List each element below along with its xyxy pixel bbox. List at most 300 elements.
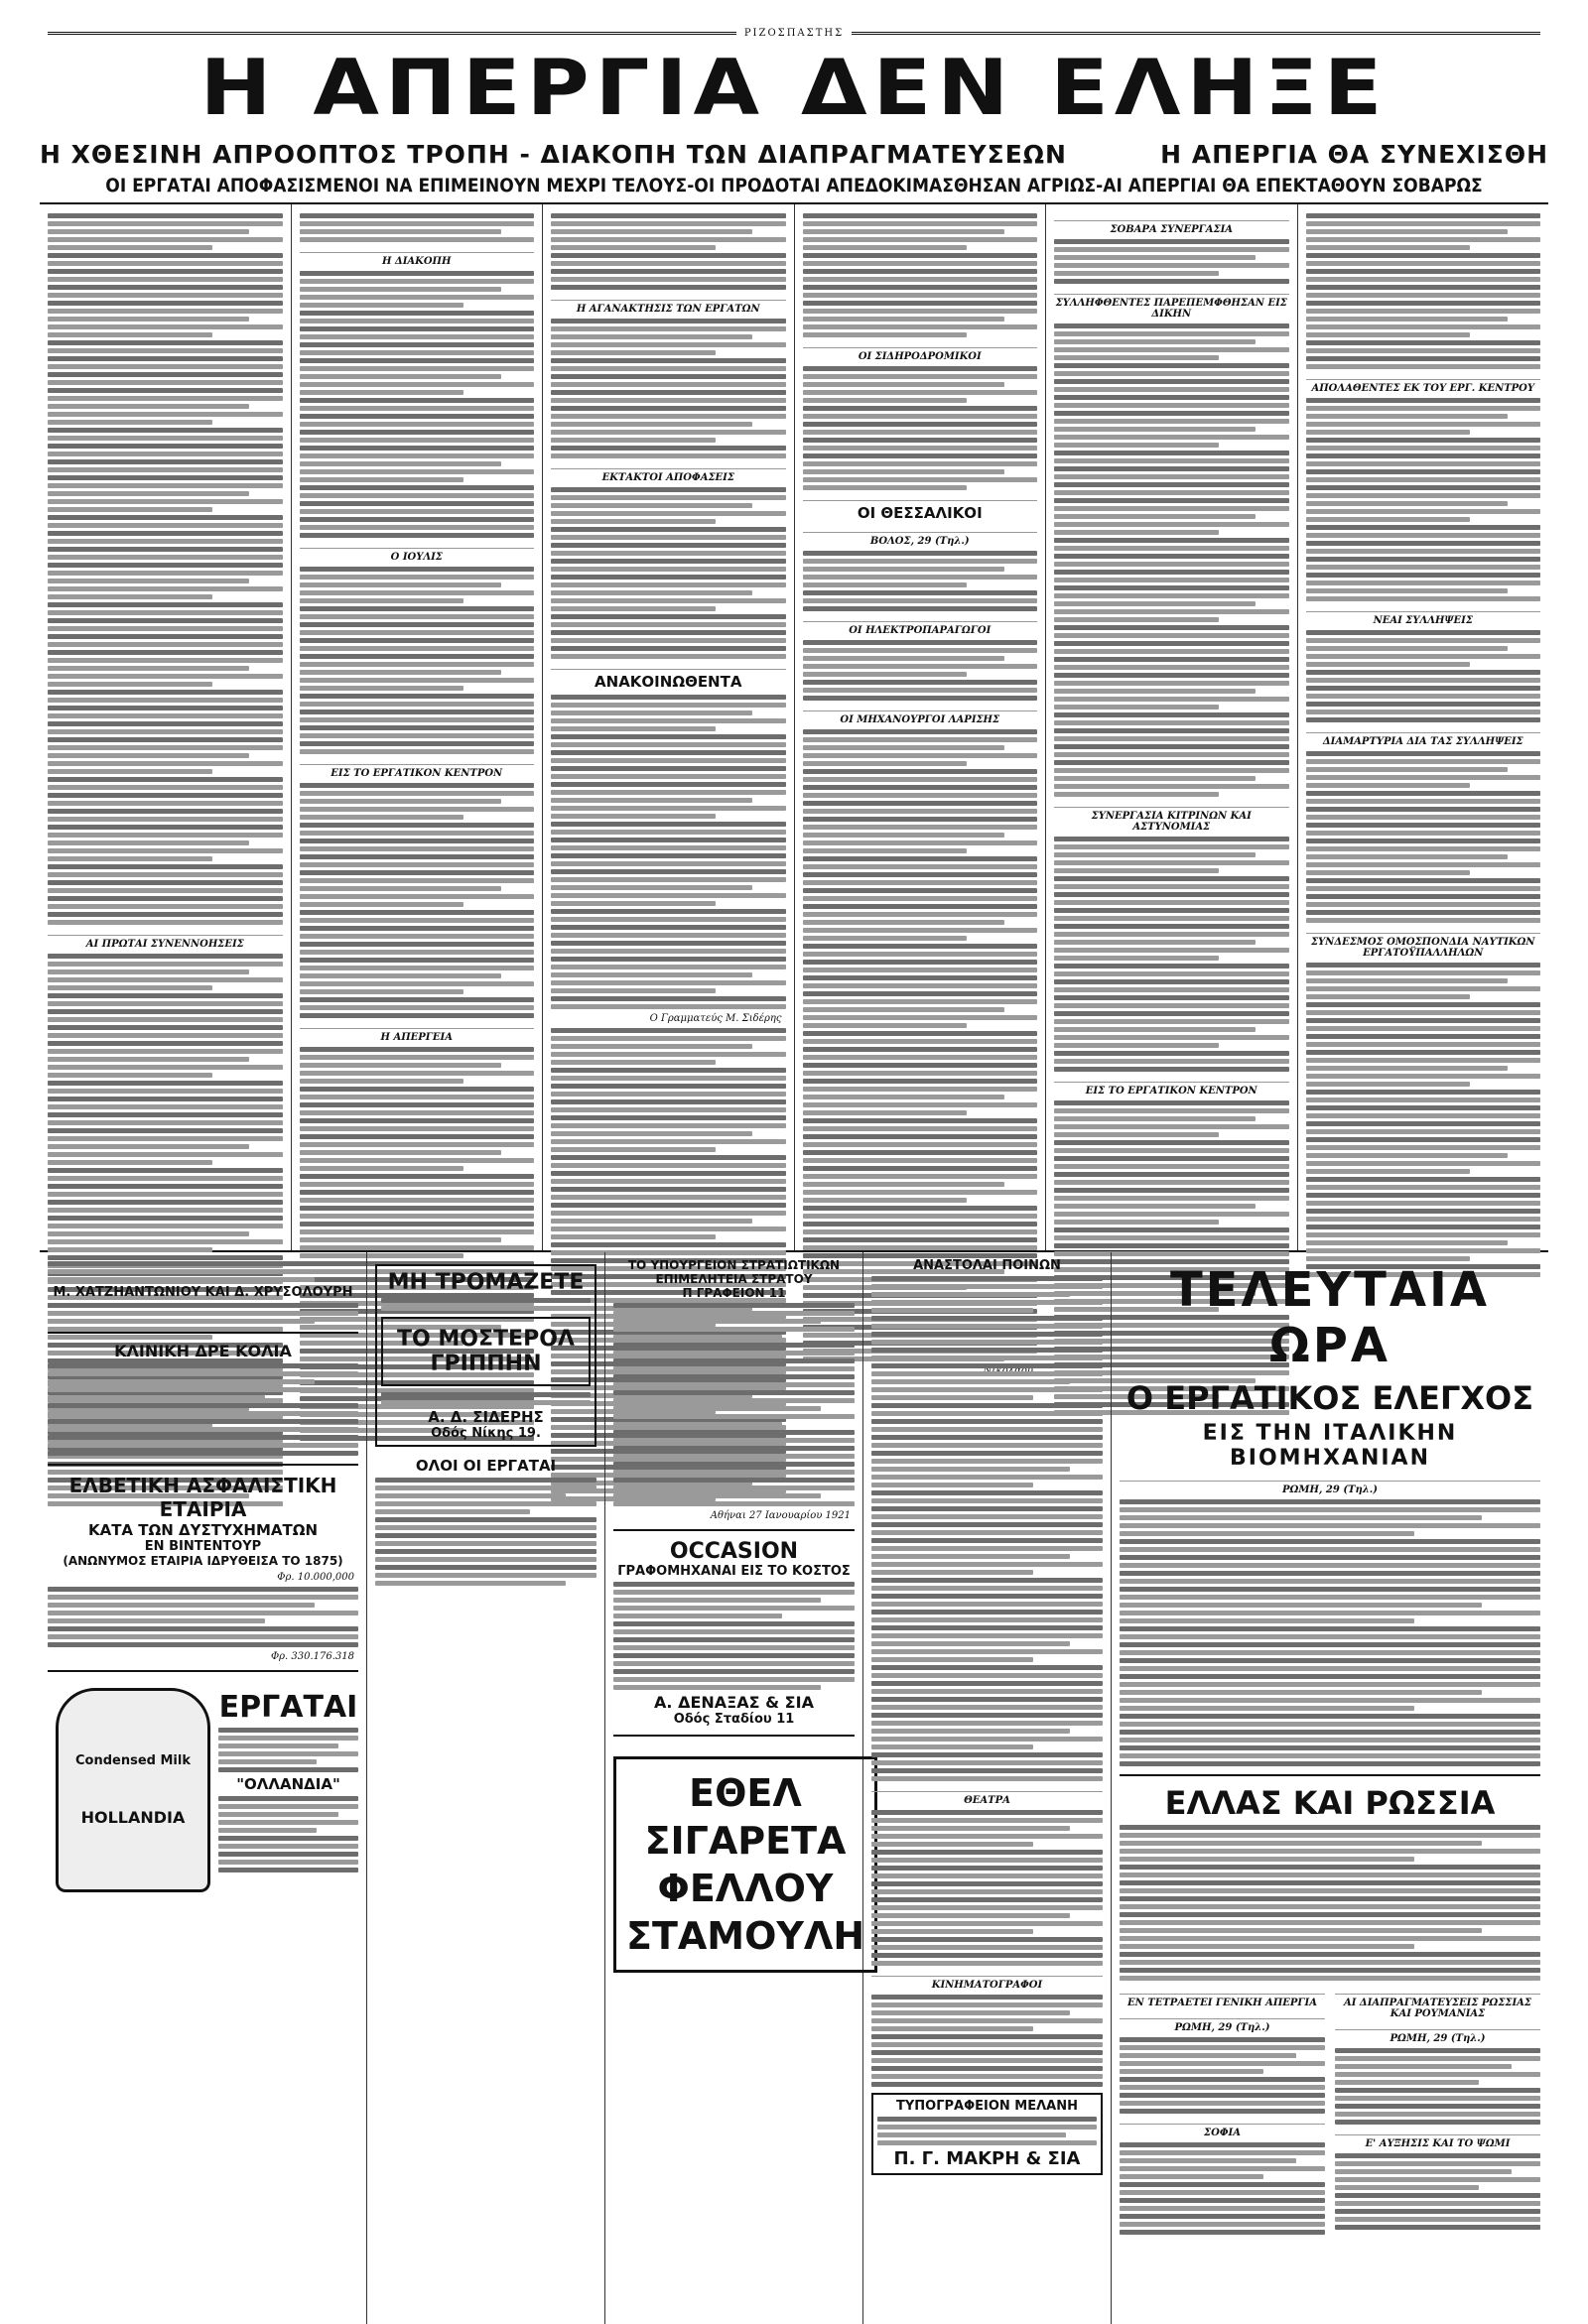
- text-line: [48, 1319, 315, 1324]
- text-line: [1054, 681, 1289, 686]
- text-line: [551, 446, 786, 451]
- text-line: [803, 888, 1038, 893]
- text-block: [48, 213, 283, 925]
- sofia-heading: ΣΟΦΙΑ: [1120, 2124, 1325, 2138]
- text-line: [300, 358, 535, 363]
- text-line: [1306, 670, 1541, 675]
- text-line: [871, 1617, 1103, 1622]
- text-line: [300, 567, 535, 572]
- text-line: [48, 1277, 315, 1282]
- text-line: [1120, 1920, 1540, 1925]
- dateline: ΒΟΛΟΣ, 29 (Τηλ.): [803, 532, 1038, 547]
- text-line: [300, 622, 535, 627]
- text-line: [803, 277, 1038, 282]
- text-line: [803, 374, 1038, 379]
- text-line: [300, 493, 535, 498]
- text-line: [803, 856, 1038, 861]
- text-line: [871, 1633, 1103, 1638]
- text-line: [871, 1308, 1033, 1313]
- text-line: [1120, 2077, 1325, 2082]
- text-line: [871, 1729, 1070, 1734]
- text-line: [1335, 2072, 1540, 2077]
- text-line: [1120, 2206, 1325, 2211]
- text-line: [551, 326, 786, 331]
- text-line: [300, 854, 535, 859]
- text-line: [300, 398, 535, 403]
- text-line: [48, 412, 283, 417]
- text-line: [300, 733, 535, 738]
- text-line: [551, 798, 752, 803]
- text-line: [1054, 530, 1219, 535]
- text-line: [803, 729, 1038, 734]
- text-line: [300, 1158, 535, 1163]
- text-line: [300, 997, 535, 1002]
- text-line: [48, 698, 283, 703]
- text-line: [1120, 1753, 1540, 1758]
- text-line: [218, 1759, 317, 1764]
- text-line: [48, 491, 249, 496]
- divider: [48, 1464, 358, 1466]
- text-line: [1306, 775, 1541, 780]
- text-line: [613, 1582, 855, 1587]
- ministry-office: Π ΓΡΑΦΕΙΟΝ 11: [682, 1286, 786, 1300]
- text-line: [803, 253, 1038, 258]
- text-line: [803, 809, 1038, 814]
- text-line: [1306, 356, 1541, 361]
- text-line: [218, 1796, 358, 1801]
- text-line: [1120, 1761, 1540, 1766]
- text-line: [381, 1298, 591, 1303]
- text-line: [48, 745, 283, 750]
- text-line: [218, 1820, 358, 1825]
- text-line: [551, 718, 786, 723]
- late-news-title: ΤΕΛΕΥΤΑΙΑ ΩΡΑ: [1169, 1262, 1491, 1373]
- text-line: [48, 507, 212, 512]
- text-line: [803, 1222, 1038, 1227]
- ministry-title: ΤΟ ΥΠΟΥΡΓΕΙΟΝ ΣΤΡΑΤΙΩΤΙΚΩΝ: [627, 1258, 841, 1272]
- text-line: [300, 894, 535, 899]
- text-line: [48, 332, 212, 337]
- text-line: [1054, 271, 1219, 276]
- text-line: [871, 1673, 1103, 1678]
- text-line: [551, 933, 786, 938]
- text-line: [1306, 406, 1541, 411]
- text-block: [48, 1587, 358, 1647]
- text-line: [551, 1131, 752, 1136]
- text-line: [1335, 2120, 1540, 2125]
- text-line: [300, 1190, 535, 1195]
- subheading: ΕΙΣ ΤΟ ΕΡΓΑΤΙΚΟΝ ΚΕΝΤΡΟΝ: [1054, 1082, 1289, 1097]
- text-line: [1054, 355, 1219, 360]
- text-line: [1335, 2161, 1540, 2166]
- text-line: [1120, 1690, 1482, 1695]
- text-line: [1120, 2222, 1325, 2227]
- text-line: [1306, 261, 1541, 266]
- text-block: [551, 319, 786, 458]
- text-line: [803, 453, 1038, 458]
- text-line: [613, 1327, 855, 1332]
- text-line: [551, 245, 716, 250]
- text-line: [375, 1573, 596, 1578]
- text-line: [48, 825, 283, 830]
- text-line: [803, 317, 1004, 322]
- text-line: [48, 872, 283, 877]
- text-line: [1120, 1515, 1482, 1520]
- text-line: [1306, 317, 1508, 322]
- text-line: [613, 1485, 855, 1490]
- text-line: [803, 590, 1038, 595]
- text-line: [1120, 2053, 1296, 2058]
- text-line: [803, 872, 1038, 877]
- text-line: [1306, 213, 1541, 218]
- subheading: ΟΙ ΘΕΣΣΑΛΙΚΟΙ: [803, 500, 1038, 522]
- text-line: [803, 575, 1038, 580]
- text-line: [1120, 1912, 1540, 1917]
- text-line: [300, 237, 535, 242]
- text-line: [1306, 581, 1541, 585]
- text-line: [1120, 1825, 1540, 1830]
- text-line: [871, 1443, 1103, 1448]
- text-line: [300, 1087, 535, 1092]
- text-line: [1120, 1595, 1540, 1600]
- text-line: [1054, 1043, 1219, 1048]
- text-block: [1335, 2048, 1540, 2125]
- text-line: [1054, 443, 1219, 448]
- text-line: [48, 626, 283, 631]
- text-line: [613, 1598, 821, 1603]
- text-line: [551, 567, 786, 572]
- text-line: [1054, 1140, 1289, 1145]
- text-block: [48, 1303, 358, 1324]
- text-line: [1306, 565, 1541, 570]
- text-line: [48, 1009, 283, 1014]
- text-line: [48, 1419, 358, 1424]
- text-line: [871, 1705, 1103, 1710]
- text-line: [300, 942, 535, 947]
- text-line: [1306, 469, 1541, 474]
- text-line: [803, 825, 1038, 830]
- text-line: [1306, 1177, 1541, 1182]
- text-line: [1306, 501, 1508, 506]
- text-line: [48, 721, 283, 726]
- text-line: [803, 1229, 1038, 1234]
- text-line: [300, 453, 535, 458]
- text-block: [1120, 1825, 1540, 1981]
- text-line: [551, 390, 786, 395]
- text-line: [613, 1343, 855, 1348]
- text-line: [551, 543, 786, 548]
- text-line: [871, 1316, 1103, 1321]
- text-line: [300, 1102, 535, 1107]
- text-line: [1054, 1204, 1256, 1209]
- text-line: [300, 461, 501, 466]
- text-line: [551, 925, 786, 930]
- text-line: [1120, 1563, 1540, 1568]
- text-line: [218, 1743, 338, 1748]
- text-line: [1054, 948, 1289, 953]
- text-line: [1120, 2166, 1325, 2171]
- text-line: [1306, 1066, 1508, 1071]
- text-line: [300, 582, 501, 587]
- text-line: [803, 1071, 1038, 1076]
- strike-heading: ΕΝ ΤΕΤΡΑΕΤΕΙ ΓΕΝΙΚΗ ΑΠΕΡΓΙΑ: [1120, 1994, 1325, 2008]
- text-line: [300, 1166, 464, 1171]
- text-line: [1306, 767, 1508, 772]
- text-line: [613, 1454, 855, 1459]
- text-line: [803, 406, 1038, 411]
- text-line: [300, 831, 535, 836]
- text-line: [48, 404, 249, 409]
- text-block: [803, 213, 1038, 337]
- text-line: [613, 1590, 855, 1595]
- text-line: [1054, 752, 1289, 757]
- text-block: [381, 1392, 591, 1405]
- text-line: [1335, 2185, 1479, 2190]
- workers-title: ΕΡΓΑΤΑΙ: [218, 1690, 358, 1725]
- text-line: [1306, 799, 1541, 804]
- text-line: [300, 350, 535, 355]
- text-line: [218, 1852, 358, 1857]
- text-line: [877, 2140, 1097, 2145]
- text-line: [48, 428, 283, 433]
- text-line: [300, 575, 535, 580]
- text-block: [803, 551, 1038, 611]
- text-line: [1306, 229, 1508, 234]
- cig-line-4: ΣΤΑΜΟΥΛΗ: [626, 1914, 865, 1958]
- text-line: [1120, 1579, 1540, 1584]
- text-line: [381, 1400, 591, 1405]
- text-line: [551, 654, 786, 659]
- text-line: [48, 483, 283, 488]
- text-line: [871, 1332, 1103, 1337]
- text-line: [375, 1581, 566, 1586]
- text-line: [551, 430, 786, 435]
- text-line: [871, 1427, 1103, 1432]
- text-block: [300, 783, 535, 1018]
- text-line: [1120, 1880, 1540, 1885]
- text-line: [551, 1068, 786, 1073]
- text-line: [803, 769, 1038, 774]
- text-line: [871, 1913, 1070, 1918]
- text-line: [1054, 1172, 1289, 1177]
- text-line: [551, 277, 786, 282]
- text-line: [1306, 324, 1541, 329]
- text-line: [1054, 1019, 1289, 1024]
- text-line: [871, 1602, 1103, 1607]
- text-line: [1054, 908, 1289, 913]
- text-line: [1054, 768, 1289, 773]
- text-line: [1054, 1212, 1289, 1217]
- text-line: [803, 221, 1038, 226]
- text-line: [1054, 633, 1289, 638]
- text-line: [551, 1187, 786, 1192]
- text-line: [300, 366, 535, 371]
- text-line: [1054, 916, 1289, 921]
- text-line: [300, 1055, 535, 1060]
- text-line: [1335, 2225, 1540, 2230]
- text-line: [48, 713, 283, 718]
- text-line: [1054, 593, 1289, 598]
- text-line: [48, 1033, 283, 1038]
- text-line: [300, 918, 535, 923]
- text-line: [1120, 1603, 1482, 1608]
- text-line: [1306, 398, 1541, 403]
- text-line: [871, 1873, 1103, 1878]
- text-line: [1306, 1002, 1541, 1007]
- text-line: [551, 358, 786, 363]
- text-line: [803, 1087, 1038, 1092]
- text-line: [1306, 862, 1541, 867]
- text-line: [1054, 1100, 1289, 1105]
- text-line: [48, 848, 283, 853]
- column-6: [1298, 204, 1549, 1250]
- text-line: [871, 2026, 1033, 2031]
- text-line: [803, 438, 1038, 443]
- text-line: [300, 374, 501, 379]
- text-line: [1306, 332, 1471, 337]
- text-line: [48, 1160, 212, 1165]
- text-line: [48, 674, 283, 679]
- text-line: [300, 678, 535, 683]
- text-line: [1120, 1499, 1540, 1504]
- text-line: [1054, 1035, 1289, 1040]
- text-line: [803, 237, 1038, 242]
- ministry-date: Αθήναι 27 Ιανουαρίου 1921: [710, 1510, 851, 1521]
- text-line: [1120, 1872, 1540, 1877]
- text-line: [300, 1118, 535, 1123]
- text-line: [300, 517, 535, 522]
- text-line: [871, 1284, 1103, 1289]
- text-line: [300, 303, 464, 308]
- text-line: [871, 1889, 1103, 1894]
- text-line: [48, 985, 212, 990]
- text-line: [871, 2050, 1103, 2055]
- text-line: [551, 614, 786, 619]
- text-block: [218, 1796, 358, 1872]
- text-line: [1054, 665, 1289, 670]
- text-line: [1120, 1626, 1540, 1631]
- text-line: [803, 1110, 968, 1115]
- text-line: [1120, 1706, 1414, 1711]
- text-line: [48, 1200, 283, 1205]
- newspaper-name: ΡΙΖΟΣΠΑΣΤΗΣ: [743, 28, 845, 39]
- text-line: [1306, 438, 1541, 443]
- text-line: [300, 1126, 535, 1131]
- text-line: [1306, 1058, 1541, 1063]
- text-line: [551, 957, 786, 962]
- text-line: [803, 753, 1038, 758]
- text-line: [871, 1475, 1103, 1480]
- text-line: [1306, 910, 1541, 915]
- text-line: [613, 1374, 855, 1379]
- text-line: [803, 461, 1038, 466]
- text-line: [871, 1594, 1103, 1599]
- text-line: [48, 729, 283, 734]
- text-line: [48, 1216, 283, 1221]
- text-line: [48, 880, 283, 885]
- text-line: [300, 839, 535, 843]
- text-line: [803, 745, 1004, 750]
- text-line: [551, 582, 786, 587]
- text-line: [300, 1110, 535, 1115]
- text-line: [803, 1134, 1038, 1139]
- workers-ad-title: ΟΛΟΙ ΟΙ ΕΡΓΑΤΑΙ: [415, 1457, 557, 1475]
- text-line: [613, 1398, 855, 1403]
- text-line: [1306, 823, 1541, 828]
- text-line: [48, 737, 283, 742]
- text-line: [803, 559, 1038, 564]
- text-line: [300, 606, 535, 611]
- text-line: [48, 515, 283, 520]
- bread-heading: Ε' ΑΥΞΗΣΙΣ ΚΑΙ ΤΟ ΨΩΜΙ: [1335, 2134, 1540, 2149]
- text-line: [1054, 617, 1219, 622]
- text-line: [48, 1017, 283, 1022]
- text-line: [1120, 1841, 1482, 1846]
- text-line: [1120, 1650, 1540, 1655]
- text-line: [48, 1411, 358, 1416]
- subheading: ΣΥΛΛΗΦΘΕΝΤΕΣ ΠΑΡΕΠΕΜΦΘΗΣΑΝ ΕΙΣ ΔΙΚΗΝ: [1054, 294, 1289, 320]
- milk-can-image: [56, 1688, 210, 1892]
- text-line: [1054, 403, 1289, 408]
- text-line: [551, 511, 786, 516]
- text-line: [551, 1147, 716, 1152]
- text-line: [551, 229, 752, 234]
- text-line: [48, 293, 283, 298]
- text-line: [1306, 694, 1541, 699]
- text-line: [1054, 451, 1289, 455]
- text-line: [803, 1158, 1038, 1163]
- milk-ad: [48, 1680, 358, 1900]
- text-block: [803, 640, 1038, 701]
- text-line: [1054, 255, 1256, 260]
- pardons-title: ΑΝΑΣΤΟΛΑΙ ΠΟΙΝΩΝ: [913, 1258, 1061, 1273]
- text-line: [48, 1144, 249, 1149]
- text-line: [1306, 453, 1541, 458]
- text-line: [871, 1348, 1103, 1353]
- text-line: [871, 1897, 1103, 1902]
- text-line: [551, 406, 786, 411]
- text-line: [1306, 253, 1541, 258]
- text-line: [1306, 525, 1541, 530]
- text-line: [1054, 1164, 1289, 1169]
- subheading: ΔΙΑΜΑΡΤΥΡΙΑ ΔΙΑ ΤΑΣ ΣΥΛΛΗΨΕΙΣ: [1306, 732, 1541, 747]
- text-line: [613, 1406, 821, 1411]
- text-line: [48, 1097, 283, 1101]
- text-line: [1054, 971, 1289, 976]
- text-line: [1120, 2085, 1325, 2090]
- text-line: [803, 896, 1038, 901]
- text-line: [803, 936, 968, 941]
- cigarette-ad: [613, 1756, 877, 1973]
- text-line: [871, 1578, 1103, 1583]
- text-line: [551, 782, 786, 787]
- text-line: [613, 1685, 821, 1690]
- text-line: [218, 1751, 358, 1756]
- text-line: [803, 390, 1038, 395]
- text-line: [551, 1227, 786, 1231]
- text-line: [871, 1689, 1103, 1694]
- text-line: [1306, 1034, 1541, 1039]
- text-line: [803, 324, 1038, 329]
- text-line: [48, 285, 283, 290]
- text-block: [613, 1582, 855, 1690]
- text-line: [48, 1041, 283, 1046]
- text-line: [803, 960, 1038, 965]
- talks-heading: ΑΙ ΔΙΑΠΡΑΓΜΑΤΕΥΣΕΙΣ ΡΩΣΣΙΑΣ ΚΑΙ ΡΟΥΜΑΝΙΑΣ: [1335, 1994, 1540, 2019]
- text-block: [551, 695, 786, 1009]
- text-line: [1120, 1611, 1540, 1615]
- text-line: [1054, 1011, 1289, 1016]
